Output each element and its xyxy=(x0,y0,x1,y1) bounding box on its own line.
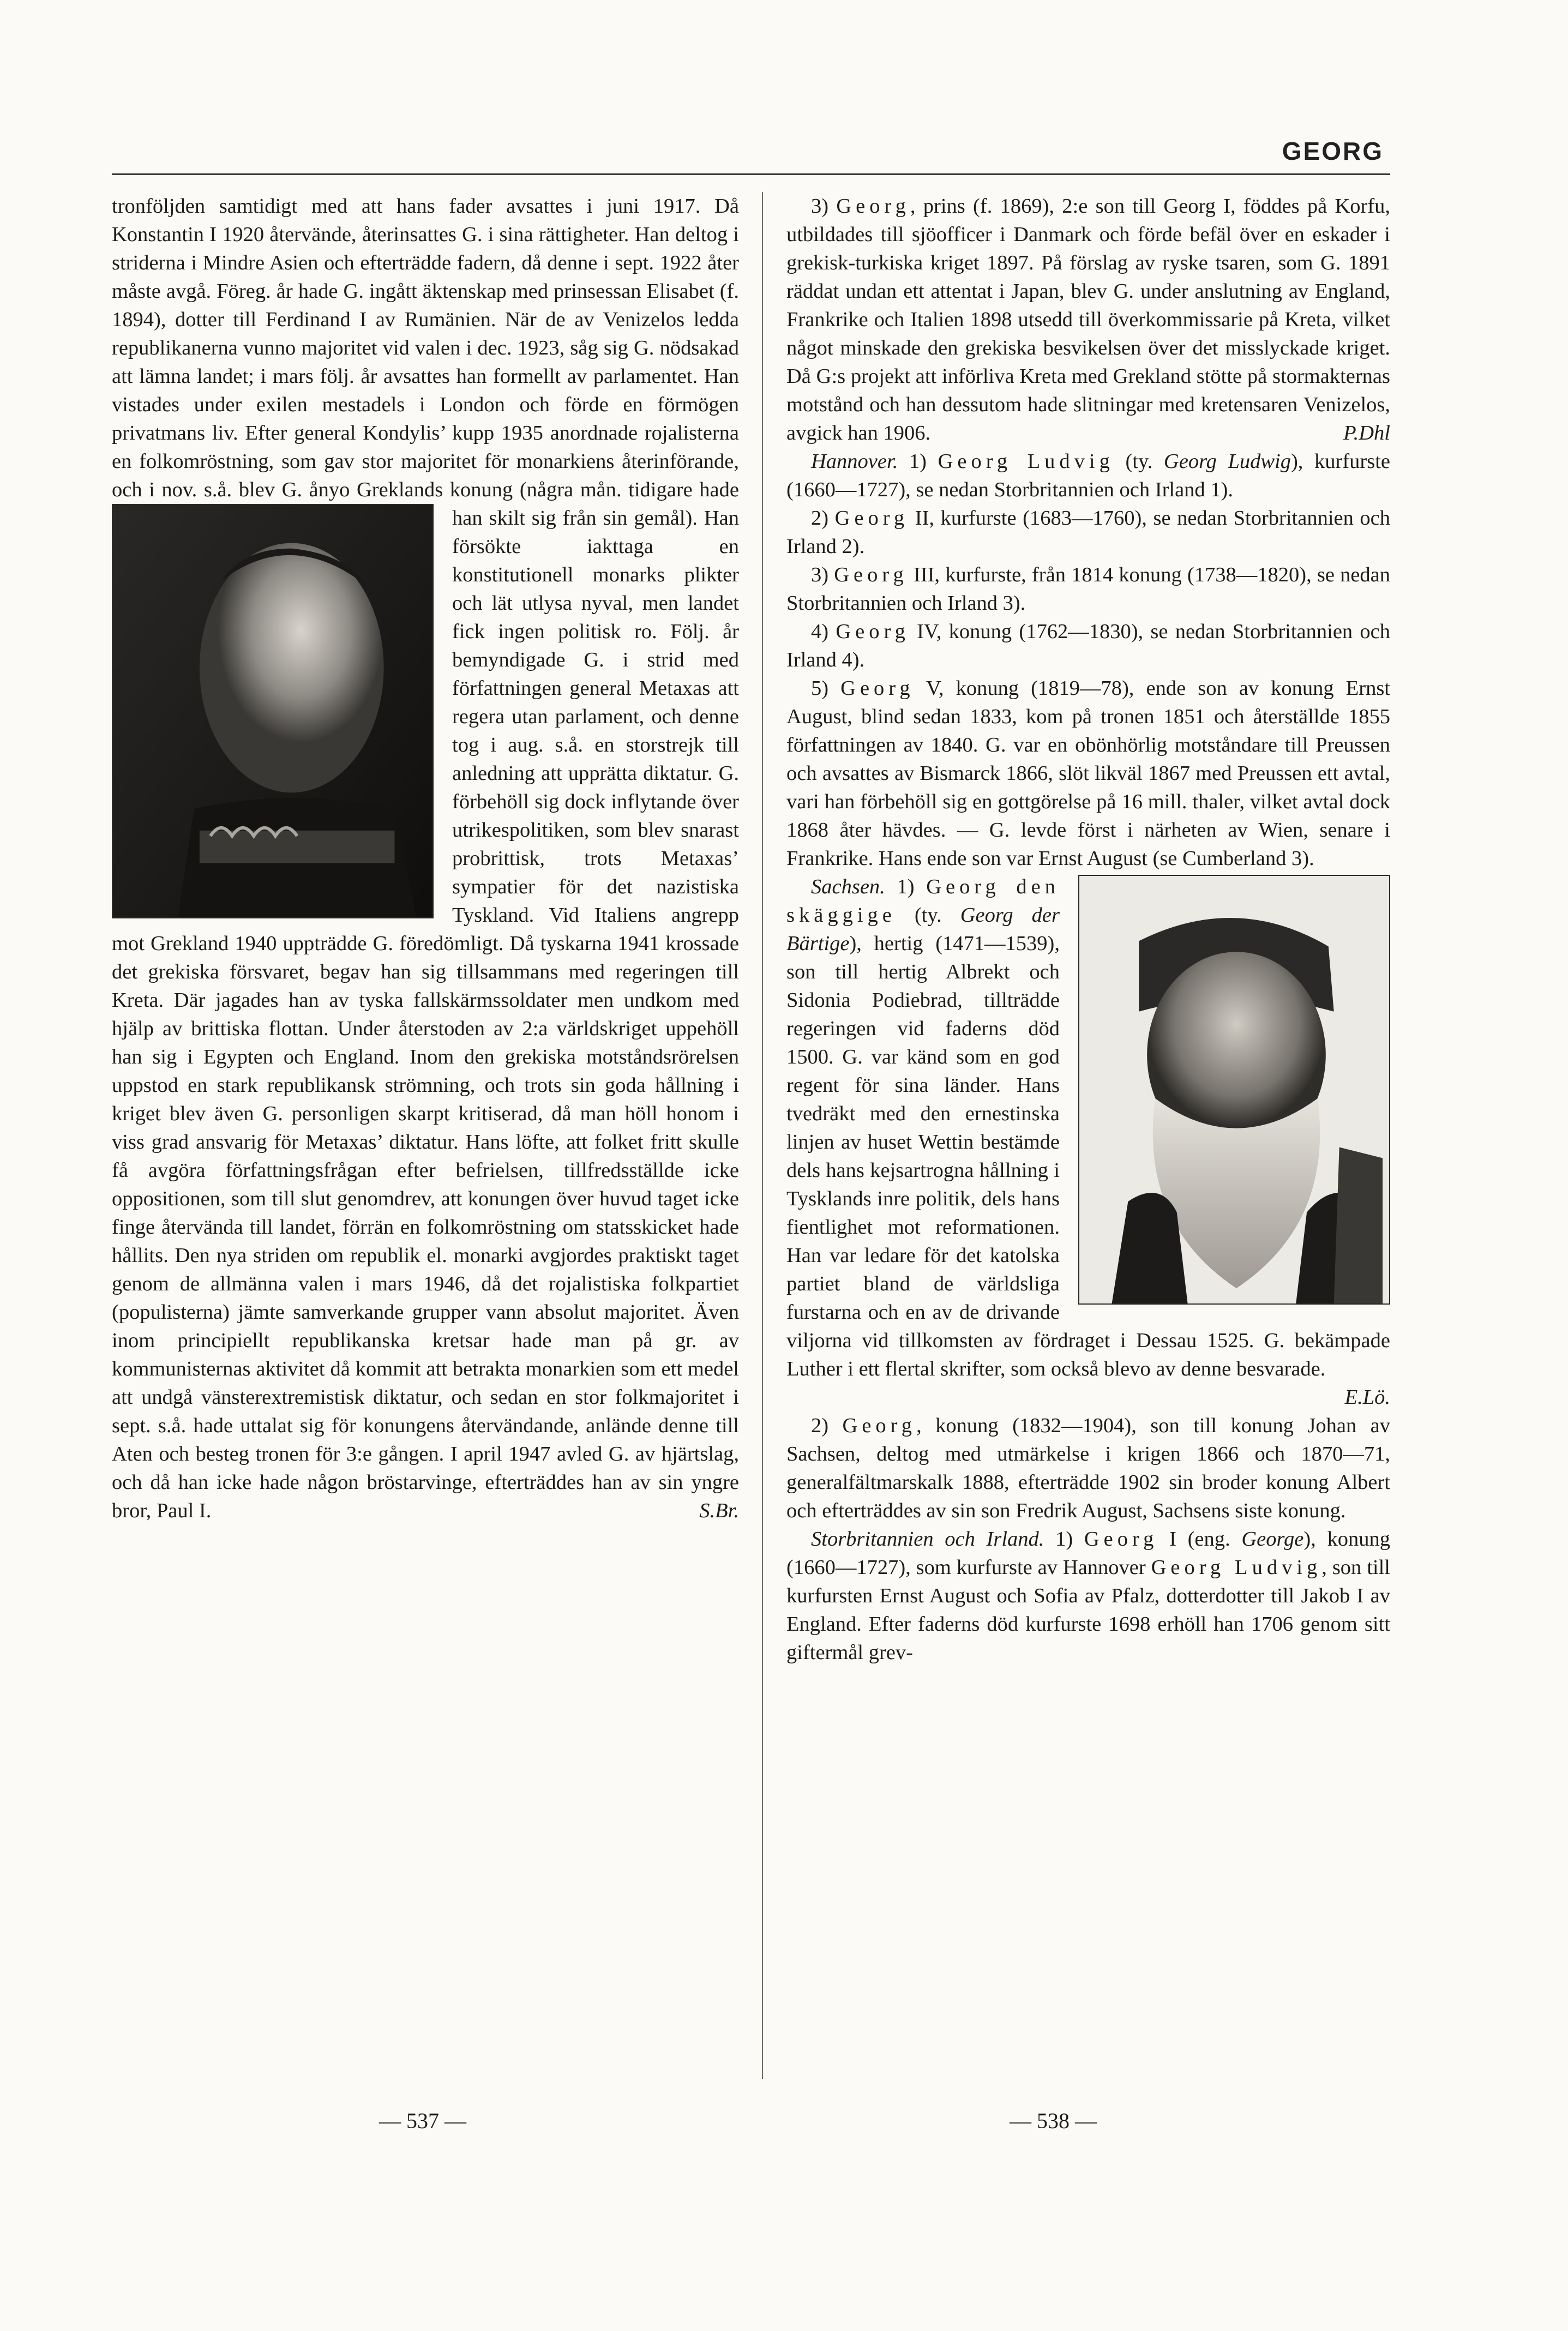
portrait-image xyxy=(113,505,432,917)
page-number-right: — 538 — xyxy=(1010,2108,1097,2133)
entry-georg-prins: 3) Georg, prins (f. 1869), 2:e son till Georg I, föddes på Korfu, utbildades till sjöofficer i Danmark och förde befäl över en eskader i grekisk-turkiska kriget 1897. På förslag av ryske tsaren, som G. 1891 räddat undan ett attentat i Japan, blev G. under anslutning av England, Frankrike och Italien 1898 utsedd till överkommissarie på Kreta, vilket något minskade den grekiska besvikelsen över det misslyckade kriget. Då G:s projekt att införliva Kreta med Grekland stötte på stormakternas motstånd och han dessutom hade slitningar med kretensaren Venizelos, avgick han 1906. P.Dhl xyxy=(786,192,1390,447)
left-text-continued: (några mån. tidigare hade han skilt sig från sin gemål). Han försökte iakttaga en konstitutionell monarks plikter och lät utlysa nyval, men landet fick ingen politisk ro. Följ. år bemyndigade G. i strid med författningen general Metaxas att regera utan parlament, och denne tog i aug. s.å. en storstrejk till anledning att upprätta diktatur. G. förbehöll sig dock inflytande över utrikespolitiken, som blev snarast probrittisk, trots Metaxas’ sympatier för det nazistiska Tyskland. Vid Italiens angrepp mot Grekland 1940 uppträdde G. föredömligt. Då tyskarna 1941 krossade det grekiska försvaret, begav han sig tillsammans med regeringen till Kreta. Där jagades han av tyska fallskärmssoldater men undkom med hjälp av brittiska flottan. Under återstoden av 2:a världskriget uppehöll han sig i Egypten och England. Inom den grekiska motståndsrörelsen uppstod en stark republikansk strömning, och trots sin goda hållning i kriget blev även G. personligen skarpt kritiserad, då man höll honom i viss grad ansvarig för Metaxas’ diktatur. Hans löfte, att folket fritt skulle få avgöra författningsfrågan efter befrielsen, tillfredsställde icke oppositionen, som till slut genomdrev, att konungen över huvud taget icke finge återvända till landet, förrän en folkomröstning om statsskicket hade hållits. Den nya striden om republik el. monarki avgjordes praktiskt taget genom de allmänna valen i mars 1946, då det rojalistiska folkpartiet (populisterna) jämte samverkande grupper vann absolut majoritet. Även inom principiellt republikanska kretsar hade man på gr. av kommunisternas aktivitet då kommit att betrakta monarkien som ett medel att undgå vänsterextremistisk diktatur, och sedan en stor folkmajoritet i sept. s.å. hade uttalat sig för konungens återvändande, anlände denne till Aten och besteg tronen för 3:e gången. I april 1947 avled G. av hjärtslag, och då han icke hade någon bröstarvinge, efterträddes han av sin yngre bror, Paul I. xyxy=(112,478,739,1522)
portrait-georg-ii-greece xyxy=(112,504,434,918)
running-header: GEORG xyxy=(1282,137,1384,165)
entry-sachsen-2: 2) Georg, konung (1832—1904), son till konung Johan av Sachsen, deltog med utmärkelse i krigen 1866 och 1870—71, generalfältmarskalk 1888, efterträdde 1902 sin broder konung Albert och efterträddes av sin son Fredrik August, Sachsens siste konung. xyxy=(786,1414,1390,1522)
entry-hannover-1: Hannover. 1) Georg Ludvig (ty. Georg Ludwig), kurfurste (1660—1727), se nedan Storbritannien och Irland 1). xyxy=(786,450,1390,501)
portrait-image xyxy=(1079,876,1389,1303)
left-column xyxy=(112,192,739,2079)
signature-sbr: S.Br. xyxy=(699,1499,739,1522)
section-storbritannien: Storbritannien och Irland. xyxy=(811,1528,1044,1551)
section-sachsen: Sachsen. xyxy=(811,875,885,898)
page-number-left: — 537 — xyxy=(379,2108,466,2133)
entry-storbritannien-1: Storbritannien och Irland. 1) Georg I (eng. George), konung (1660—1727), som kurfurste av Hannover Georg Ludvig, son till kurfursten Ernst August och Sofia av Pfalz, dotterdotter till Jakob I av England. Efter faderns död kurfurste 1698 erhöll han 1706 genom sitt giftermål grev- xyxy=(786,1528,1390,1664)
right-column xyxy=(762,192,1390,2079)
entry-sachsen-1: Sachsen. 1) Georg den skäggige (ty. Georg der Bärtige), hertig (1471—1539), son till hertig Albrekt och Sidonia Podiebrad, tillträdde regeringen vid faderns död 1500. G. var känd som en god regent för sina länder. Hans tvedräkt med den ernestinska linjen av huset Wettin bestämde dels hans kejsartrogna hållning i Tysklands inre politik, dels hans fientlighet mot reformationen. Han var ledare för det katolska partiet bland de världsliga furstarna och en av de drivande viljorna vid tillkomsten av fördraget i Dessau 1525. G. bekämpade Luther i ett flertal skrifter, som också blevo av denne besvarade. E.Lö. xyxy=(786,873,1390,1383)
signature-pdhl: P.Dhl xyxy=(1343,422,1390,444)
header-rule xyxy=(112,173,1390,175)
signature-elo: E.Lö. xyxy=(1344,1386,1390,1409)
entry-hannover-5: 5) Georg V, konung (1819—78), ende son av konung Ernst August, blind sedan 1833, kom på tronen 1851 och återställde 1855 författningen av 1840. G. var en obönhörlig motståndare till Preussen och avsattes av Bismarck 1866, slöt likväl 1867 med Preussen ett avtal, vari han förbehöll sig en gottgörelse på 16 mill. thaler, vilket avtal dock 1868 åter hävdes. — G. levde först i närheten av Wien, senare i Frankrike. Hans ende son var Ernst August (se Cumberland 3). xyxy=(786,677,1390,870)
entry-hannover-3: 3) Georg III, kurfurste, från 1814 konung (1738—1820), se nedan Storbritannien och Irland 3). xyxy=(786,563,1390,615)
entry-hannover-4: 4) Georg IV, konung (1762—1830), se nedan Storbritannien och Irland 4). xyxy=(786,620,1390,671)
portrait-georg-den-skaggige xyxy=(1078,875,1390,1305)
section-hannover: Hannover. xyxy=(811,450,898,473)
entry-hannover-2: 2) Georg II, kurfurste (1683—1760), se nedan Storbritannien och Irland 2). xyxy=(786,507,1390,558)
left-text: tronföljden samtidigt med att hans fader avsattes i juni 1917. Då Konstantin I 1920 återvände, återinsattes G. i sina rättigheter. Han deltog i striderna i Mindre Asien och efterträdde fadern, då denne i sept. 1922 åter måste avgå. Föreg. år hade G. ingått äktenskap med prinsessan Elisabet (f. 1894), dotter till Ferdinand I av Rumänien. När de av Venizelos ledda republikanerna vunno majoritet vid valen i dec. 1923, såg sig G. nödsakad att lämna landet; i mars följ. år avsattes han formellt av parlamentet. Han vistades under exilen mestadels i London och förde en förmögen privatmans liv. Efter general Kondylis’ kupp 1935 anordnade rojalisterna en folkomröstning, som gav stor majoritet för monarkiens återinförande, och i nov. s.å. blev G. ånyo Greklands konung (några mån. tidigare hade han skilt sig från sin gemål). Han försökte iakttaga en konstitutionell monarks plikter och lät utlysa nyval, men landet fick ingen politisk ro. Följ. år bemyndigade G. i strid med författningen general Metaxas att regera utan parlament, och denne tog i aug. s.å. en storstrejk till anledning att upprätta diktatur. G. förbehöll sig dock inflytande över utrikespolitiken, som blev snarast probrittisk, trots Metaxas’ sympatier för det nazistiska Tyskland. Vid Italiens angrepp mot Grekland 1940 uppträdde G. föredömligt. Då tyskarna 1941 krossade det grekiska försvaret, begav han sig tillsammans med regeringen till Kreta. Där jagades han av tyska fallskärmssoldater men undkom med hjälp av brittiska flottan. Under återstoden av 2:a världskriget uppehöll han sig i Egypten och England. Inom den grekiska motståndsrörelsen uppstod en stark republikansk strömning, och trots sin goda hållning i kriget blev även G. personligen skarpt kritiserad, då man höll honom i viss grad ansvarig för Metaxas’ diktatur. Hans löfte, att folket fritt skulle få avgöra författningsfrågan efter befrielsen, tillfredsställde icke oppositionen, som till slut genomdrev, att konungen över huvud taget icke finge återvända till landet, förrän en folkomröstning om statsskicket hade hållits. Den nya striden om republik el. monarki avgjordes praktiskt taget genom de allmänna valen i mars 1946, då det rojalistiska folkpartiet (populisterna) jämte samverkande grupper vann absolut majoritet. Även inom principiellt republikanska kretsar hade man på gr. av kommunisternas aktivitet då kommit att betrakta monarkien som ett medel att undgå vänsterextremistisk diktatur, och sedan en stor folkmajoritet i sept. s.å. hade uttalat sig för konungens återvändande, anlände denne till Aten och besteg tronen för 3:e gången. I april 1947 avled G. av hjärtslag, och då han icke hade någon bröstarvinge, efterträddes han av sin yngre bror, Paul I. S.Br. xyxy=(112,192,739,1525)
